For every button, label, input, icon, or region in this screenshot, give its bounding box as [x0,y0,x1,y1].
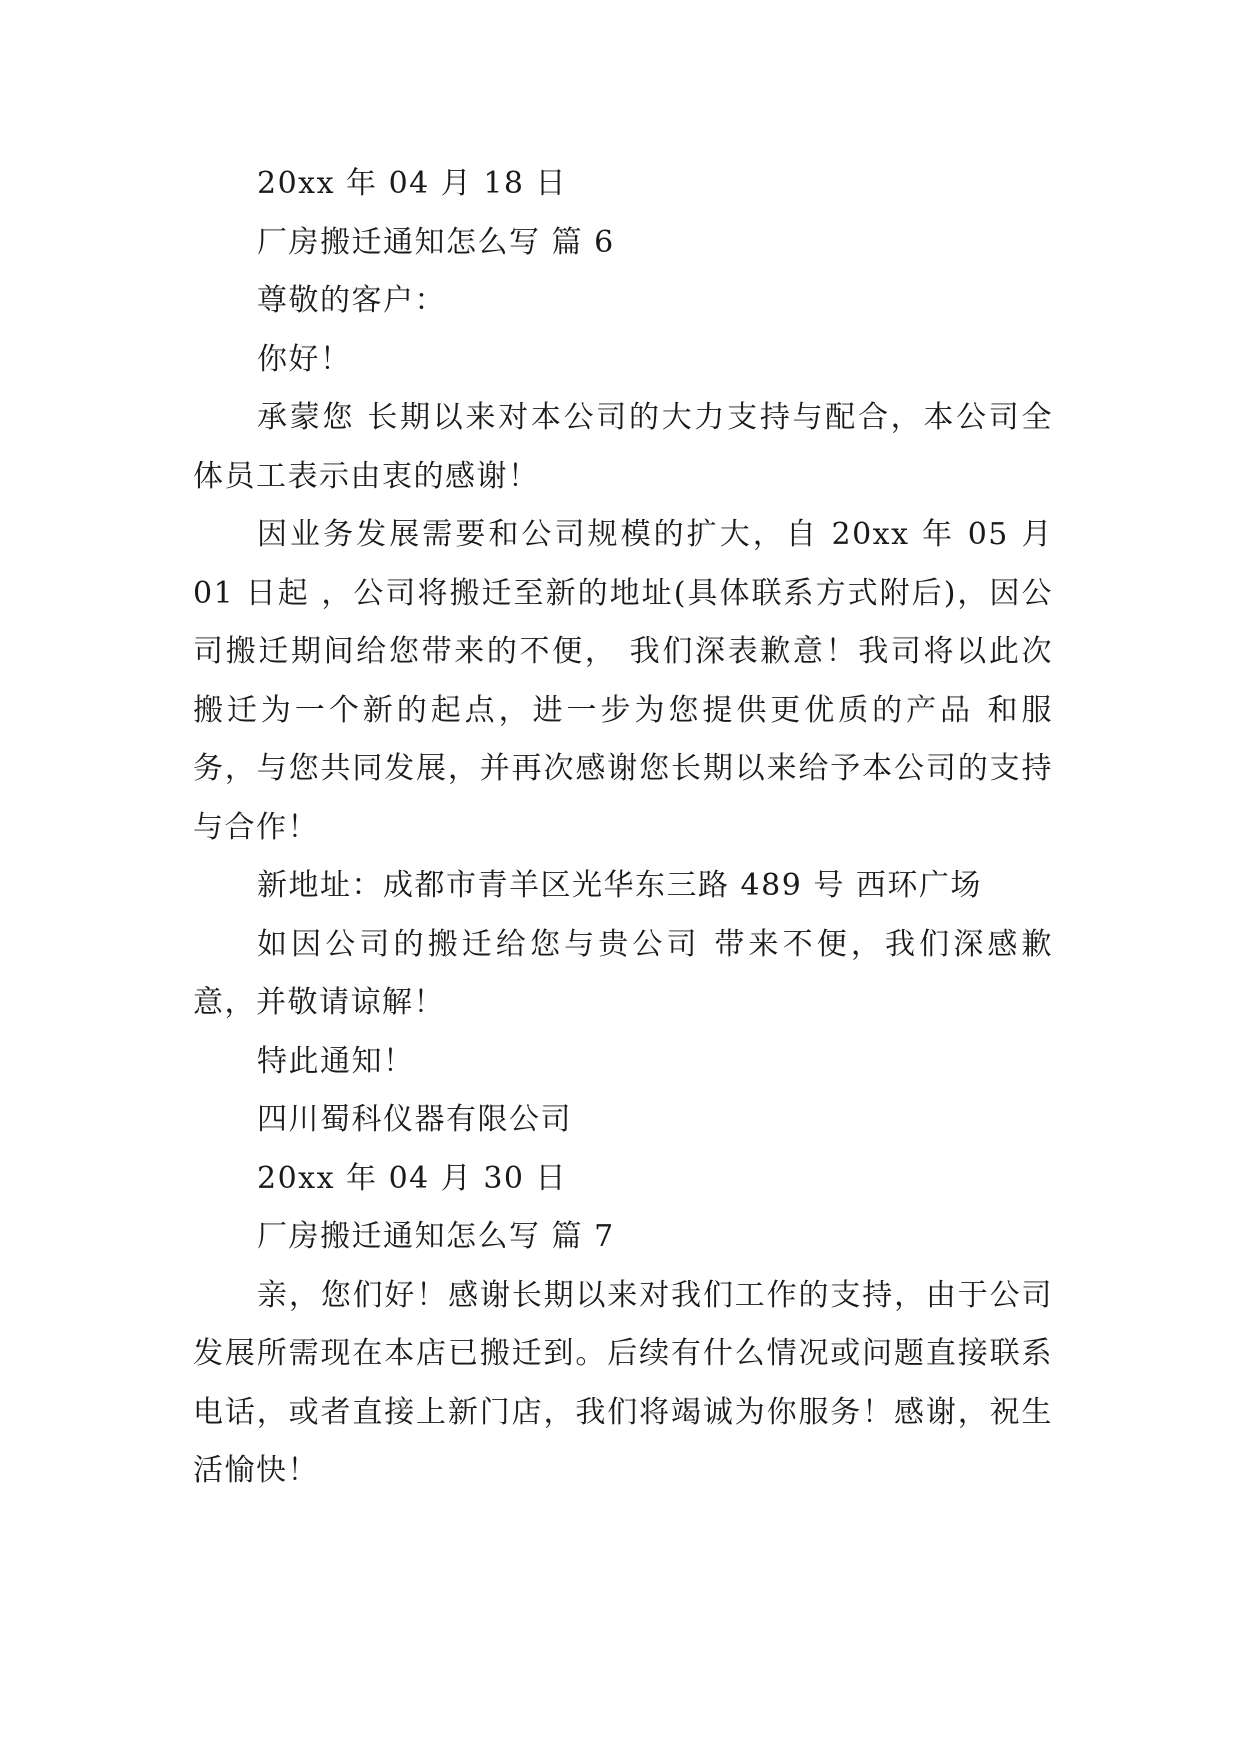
notice-closing: 特此通知！ [257,1043,415,1079]
document-body [193,155,1053,1501]
greeting: 你好！ [257,341,352,377]
date-line-2: 20xx 年 04 月 30 日 [257,1160,568,1196]
paragraph-relocation: 因业务发展需要和公司规模的扩大，自 20xx 年 05 月 01 日起 ，公司将搬迁至新的地址(具体联系方式附后)，因公司搬迁期间给您带来的不便， 我们深表歉意！我司将以此次搬迁为一个新的起点，进一步为您提供更优质的产品 和服务，与您共同发展，并再次感谢您长期以来给予本公司的支持与合作！ [193,517,1053,845]
section-heading-6: 厂房搬迁通知怎么写 篇 6 [257,224,615,260]
company-signature: 四川蜀科仪器有限公司 [257,1102,572,1137]
new-address: 新地址：成都市青羊区光华东三路 489 号 西环广场 [257,868,982,903]
salutation: 尊敬的客户： [257,283,446,318]
section-heading-7: 厂房搬迁通知怎么写 篇 7 [257,1219,615,1254]
paragraph-store-moved: 亲，您们好！感谢长期以来对我们工作的支持，由于公司发展所需现在本店已搬迁到。后续有什么情况或问题直接联系电话，或者直接上新门店，我们将竭诚为你服务！感谢，祝生活愉快！ [193,1277,1053,1488]
date-line-1: 20xx 年 04 月 18 日 [257,166,568,201]
paragraph-thanks: 承蒙您 长期以来对本公司的大力支持与配合，本公司全体员工表示由衷的感谢！ [193,400,1053,494]
paragraph-apology: 如因公司的搬迁给您与贵公司 带来不便，我们深感歉意，并敬请谅解！ [193,926,1053,1020]
